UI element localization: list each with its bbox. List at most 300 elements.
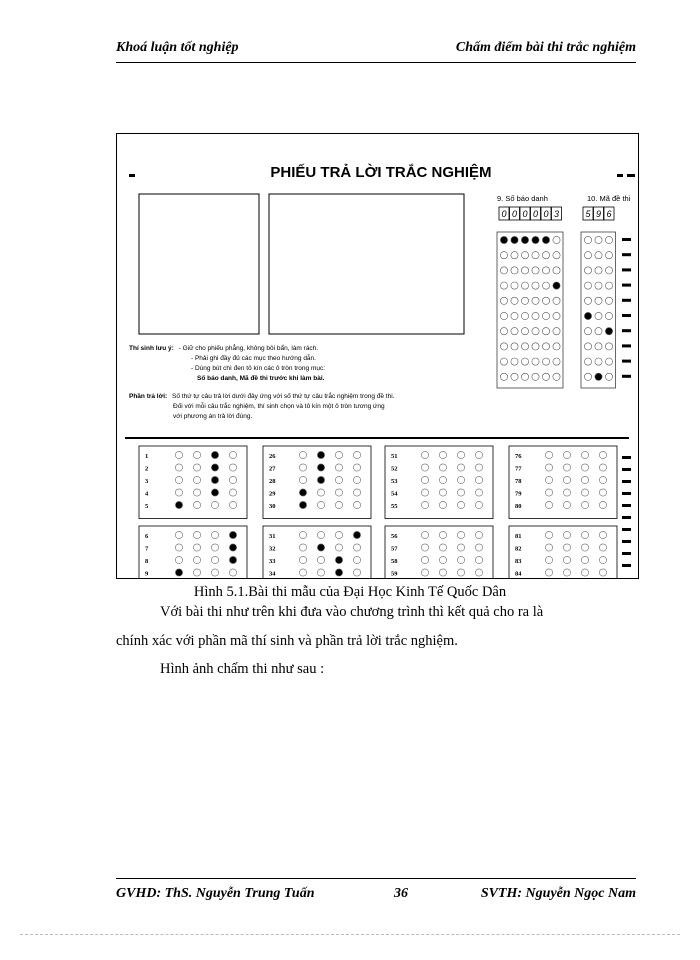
question-number: 5 bbox=[145, 503, 149, 510]
answer-bubble bbox=[229, 476, 236, 483]
bubble bbox=[605, 358, 612, 365]
answer-bubble bbox=[299, 569, 306, 576]
bubble bbox=[595, 236, 602, 243]
answer-bubble bbox=[457, 531, 464, 538]
timing-mark bbox=[622, 299, 631, 302]
sbd-bubble-grid bbox=[497, 232, 563, 388]
note-label: Thí sinh lưu ý: bbox=[129, 345, 174, 352]
answer-bubble bbox=[545, 501, 552, 508]
answer-bubble bbox=[545, 556, 552, 563]
header-right: Chấm điểm bài thi trắc nghiệm bbox=[455, 40, 636, 55]
bubble bbox=[521, 297, 528, 304]
answer-bubble bbox=[439, 451, 446, 458]
answer-bubble bbox=[193, 489, 200, 496]
question-number: 52 bbox=[391, 465, 398, 473]
bubble bbox=[511, 358, 518, 365]
made-label: 10. Mã đề thi bbox=[587, 194, 631, 203]
answer-bubble bbox=[317, 569, 324, 576]
made-bubble-grid bbox=[581, 232, 616, 388]
bubble bbox=[605, 236, 612, 243]
note-line-4: Số báo danh, Mã đề thi trước khi làm bài. bbox=[197, 375, 325, 382]
bubble bbox=[584, 267, 591, 274]
answer-bubble bbox=[599, 544, 606, 551]
bubble bbox=[584, 252, 591, 259]
answer-bubble bbox=[475, 556, 482, 563]
bubble bbox=[542, 297, 549, 304]
bubble bbox=[500, 236, 507, 243]
answer-bubble bbox=[457, 544, 464, 551]
answer-bubble bbox=[599, 569, 606, 576]
sbd-label: 9. Số báo danh bbox=[497, 194, 548, 203]
answer-line-3: với phương án trả lời đúng. bbox=[173, 413, 253, 420]
answer-bubble bbox=[599, 476, 606, 483]
answer-bubble bbox=[229, 464, 236, 471]
answer-bubble bbox=[439, 544, 446, 551]
answer-bubble bbox=[335, 501, 342, 508]
bubble bbox=[584, 373, 591, 380]
answer-bubble bbox=[193, 544, 200, 551]
bubble bbox=[595, 373, 602, 380]
question-number: 33 bbox=[269, 558, 276, 565]
bubble bbox=[553, 373, 560, 380]
footer-right: SVTH: Nguyễn Ngọc Nam bbox=[480, 886, 636, 901]
question-number: 78 bbox=[515, 478, 522, 485]
answer-sheet-svg bbox=[117, 134, 638, 578]
bubble bbox=[553, 312, 560, 319]
header-rule bbox=[116, 62, 636, 63]
answer-bubble bbox=[335, 464, 342, 471]
bubble bbox=[542, 328, 549, 335]
bubble bbox=[605, 267, 612, 274]
bubble bbox=[511, 282, 518, 289]
bubble bbox=[500, 252, 507, 259]
answer-bubble bbox=[475, 569, 482, 576]
answer-bubble bbox=[421, 531, 428, 538]
answer-bubble bbox=[475, 451, 482, 458]
answer-bubble bbox=[457, 569, 464, 576]
question-number: 3 bbox=[145, 478, 149, 485]
answer-bubble bbox=[581, 556, 588, 563]
answer-bubble bbox=[193, 476, 200, 483]
question-number: 32 bbox=[269, 545, 276, 553]
answer-bubble bbox=[581, 544, 588, 551]
answer-bubble bbox=[229, 501, 236, 508]
answer-bubble bbox=[353, 501, 360, 508]
answer-sheet-image bbox=[116, 133, 639, 579]
digit-value: 0 bbox=[511, 209, 518, 219]
bubble bbox=[553, 328, 560, 335]
answer-bubble bbox=[599, 531, 606, 538]
bubble bbox=[595, 252, 602, 259]
answer-bubble bbox=[335, 489, 342, 496]
answer-bubble bbox=[353, 544, 360, 551]
answer-bubble bbox=[353, 556, 360, 563]
question-number: 59 bbox=[391, 570, 398, 578]
sbd-digit-boxes bbox=[499, 207, 562, 220]
bubble bbox=[553, 236, 560, 243]
question-number: 55 bbox=[391, 503, 398, 510]
timing-mark bbox=[622, 253, 631, 256]
timing-mark bbox=[622, 492, 631, 495]
bubble bbox=[584, 328, 591, 335]
question-number: 54 bbox=[391, 490, 398, 498]
bubble bbox=[553, 358, 560, 365]
question-number: 6 bbox=[145, 533, 149, 540]
bubble bbox=[553, 297, 560, 304]
bubble bbox=[521, 328, 528, 335]
timing-mark bbox=[622, 238, 631, 241]
question-number: 29 bbox=[269, 490, 276, 498]
answer-bubble bbox=[193, 451, 200, 458]
digit-value: 0 bbox=[522, 209, 528, 219]
bubble bbox=[542, 373, 549, 380]
answer-bubble bbox=[439, 569, 446, 576]
answer-bubble bbox=[457, 556, 464, 563]
photo-box bbox=[139, 194, 259, 334]
answer-bubble bbox=[299, 464, 306, 471]
question-number: 51 bbox=[391, 453, 398, 460]
answer-bubble bbox=[299, 501, 306, 508]
bubble bbox=[595, 358, 602, 365]
bubble bbox=[605, 282, 612, 289]
bubble bbox=[605, 297, 612, 304]
answer-bubble bbox=[599, 451, 606, 458]
answer-bubble bbox=[211, 544, 218, 551]
timing-mark bbox=[622, 456, 631, 459]
timing-mark bbox=[622, 528, 631, 531]
answer-bubble bbox=[457, 489, 464, 496]
answer-bubble bbox=[229, 544, 236, 551]
answer-bubble bbox=[229, 556, 236, 563]
bubble bbox=[595, 343, 602, 350]
answer-bubble bbox=[211, 464, 218, 471]
answer-bubble bbox=[317, 489, 324, 496]
bubble bbox=[532, 267, 539, 274]
answer-bubble bbox=[457, 476, 464, 483]
bubble bbox=[521, 236, 528, 243]
answer-bubble bbox=[317, 501, 324, 508]
bubble bbox=[584, 236, 591, 243]
question-number: 2 bbox=[145, 465, 149, 473]
answer-bubble bbox=[175, 531, 182, 538]
answer-bubble bbox=[175, 569, 182, 576]
question-number: 83 bbox=[515, 558, 522, 565]
answer-bubble bbox=[599, 501, 606, 508]
bubble bbox=[511, 373, 518, 380]
bubble bbox=[511, 328, 518, 335]
footer-left: GVHD: ThS. Nguyễn Trung Tuấn bbox=[116, 886, 315, 901]
answer-bubble bbox=[581, 569, 588, 576]
timing-mark bbox=[622, 284, 631, 287]
bubble bbox=[511, 236, 518, 243]
answer-bubble bbox=[545, 476, 552, 483]
question-number: 76 bbox=[515, 453, 522, 460]
answer-bubble bbox=[545, 464, 552, 471]
answer-label: Phần trả lời: bbox=[129, 393, 168, 400]
answer-bubble bbox=[475, 544, 482, 551]
question-number: 77 bbox=[515, 465, 522, 473]
note-line-2: - Phải ghi đầy đủ các mục theo hướng dẫn. bbox=[191, 355, 316, 362]
answer-bubble bbox=[545, 569, 552, 576]
answer-bubble bbox=[581, 501, 588, 508]
bubble bbox=[521, 267, 528, 274]
answer-bubble bbox=[563, 464, 570, 471]
question-number: 34 bbox=[269, 570, 276, 578]
timing-mark bbox=[622, 468, 631, 471]
answer-bubble bbox=[299, 476, 306, 483]
answer-bubble bbox=[175, 464, 182, 471]
answer-bubble bbox=[353, 569, 360, 576]
answer-bubble bbox=[475, 464, 482, 471]
bubble bbox=[511, 343, 518, 350]
answer-bubble bbox=[175, 451, 182, 458]
answer-bubble bbox=[299, 489, 306, 496]
answer-bubble bbox=[563, 489, 570, 496]
sheet-title: PHIẾU TRẢ LỜI TRẮC NGHIỆM bbox=[270, 164, 492, 181]
bubble bbox=[532, 236, 539, 243]
header-left: Khoá luận tốt nghiệp bbox=[116, 40, 239, 55]
question-number: 31 bbox=[269, 533, 276, 540]
answer-bubble bbox=[175, 556, 182, 563]
answer-bubble bbox=[193, 531, 200, 538]
answer-bubble bbox=[353, 451, 360, 458]
bubble bbox=[521, 312, 528, 319]
answer-bubble bbox=[439, 489, 446, 496]
bubble bbox=[595, 267, 602, 274]
answer-bubble bbox=[599, 556, 606, 563]
body-paragraph-1: Với bài thi như trên khi đưa vào chương trình thì kết quả cho ra là bbox=[160, 604, 544, 620]
question-number: 30 bbox=[269, 503, 276, 510]
bubble bbox=[553, 252, 560, 259]
answer-bubble bbox=[317, 464, 324, 471]
bubble bbox=[521, 358, 528, 365]
answer-bubble bbox=[581, 451, 588, 458]
answer-bubble bbox=[229, 451, 236, 458]
digit-value: 6 bbox=[606, 209, 612, 219]
body-paragraph-2: chính xác với phần mã thí sinh và phần trả lời trắc nghiệm. bbox=[116, 633, 458, 649]
bubble bbox=[595, 297, 602, 304]
answer-bubble bbox=[457, 501, 464, 508]
answer-bubble bbox=[545, 451, 552, 458]
question-number: 53 bbox=[391, 478, 398, 485]
answer-bubble bbox=[581, 489, 588, 496]
question-number: 1 bbox=[145, 453, 149, 460]
question-number: 7 bbox=[145, 545, 149, 553]
answer-bubble bbox=[317, 476, 324, 483]
answer-bubble bbox=[353, 489, 360, 496]
answer-line-2: Đối với mỗi câu trắc nghiệm, thí sinh chọn và tô kín một ô tròn tương ứng bbox=[173, 403, 385, 410]
answer-bubble bbox=[211, 531, 218, 538]
bubble bbox=[542, 312, 549, 319]
answer-bubble bbox=[211, 501, 218, 508]
answer-bubble bbox=[193, 464, 200, 471]
bubble bbox=[605, 312, 612, 319]
answer-bubble bbox=[175, 489, 182, 496]
answer-bubble bbox=[439, 531, 446, 538]
timing-mark bbox=[622, 480, 631, 483]
timing-marks bbox=[622, 238, 631, 567]
answer-bubble bbox=[317, 556, 324, 563]
bubble bbox=[553, 343, 560, 350]
answer-bubble bbox=[581, 476, 588, 483]
made-digit-boxes bbox=[583, 207, 614, 220]
signature-box bbox=[269, 194, 464, 334]
answer-bubble bbox=[317, 451, 324, 458]
question-number: 56 bbox=[391, 533, 398, 540]
footer-rule bbox=[116, 878, 636, 879]
bubble bbox=[605, 343, 612, 350]
bubble bbox=[584, 358, 591, 365]
note-line-1: - Giữ cho phiếu phẳng, không bôi bẩn, làm rách. bbox=[178, 345, 319, 352]
question-number: 4 bbox=[145, 490, 149, 498]
bubble bbox=[532, 343, 539, 350]
answer-bubble bbox=[299, 531, 306, 538]
answer-bubble bbox=[175, 501, 182, 508]
bubble bbox=[532, 252, 539, 259]
answer-bubble bbox=[211, 476, 218, 483]
timing-mark bbox=[622, 268, 631, 271]
bubble bbox=[542, 236, 549, 243]
timing-mark bbox=[622, 504, 631, 507]
bubble bbox=[584, 312, 591, 319]
answer-bubble bbox=[335, 451, 342, 458]
answer-bubble bbox=[581, 464, 588, 471]
answer-line-1: Số thứ tự câu trả lời dưới đây ứng với số thứ tự câu trắc nghiệm trong đề thi. bbox=[172, 393, 395, 400]
answer-bubble bbox=[229, 569, 236, 576]
bubble bbox=[605, 328, 612, 335]
bubble bbox=[521, 252, 528, 259]
answer-bubble bbox=[545, 489, 552, 496]
answer-bubble bbox=[299, 451, 306, 458]
question-number: 79 bbox=[515, 490, 522, 498]
answer-bubble bbox=[563, 501, 570, 508]
answer-bubble bbox=[229, 531, 236, 538]
timing-mark bbox=[622, 540, 631, 543]
bubble bbox=[500, 358, 507, 365]
bubble bbox=[542, 252, 549, 259]
digit-value: 0 bbox=[501, 209, 507, 219]
answer-bubble bbox=[563, 544, 570, 551]
bubble bbox=[521, 282, 528, 289]
question-number: 81 bbox=[515, 533, 522, 540]
timing-mark bbox=[622, 329, 631, 332]
svg-text:Thí sinh lưu ý: - Giữ ch bbox=[129, 343, 318, 352]
bubble bbox=[532, 373, 539, 380]
answer-bubble bbox=[421, 464, 428, 471]
digit-value: 3 bbox=[553, 209, 560, 219]
answer-bubble bbox=[193, 569, 200, 576]
answer-bubble bbox=[335, 556, 342, 563]
answer-bubble bbox=[421, 569, 428, 576]
bubble bbox=[532, 328, 539, 335]
svg-text:Phần trả lời: Số thứ tự bbox=[129, 391, 395, 400]
answer-bubble bbox=[421, 556, 428, 563]
body-paragraph-3: Hình ảnh chấm thi như sau : bbox=[160, 661, 325, 677]
page-header bbox=[116, 40, 636, 62]
digit-value: 9 bbox=[595, 209, 602, 219]
bubble bbox=[605, 373, 612, 380]
answer-bubble bbox=[475, 476, 482, 483]
question-number: 26 bbox=[269, 453, 276, 460]
timing-mark bbox=[622, 516, 631, 519]
bubble bbox=[500, 328, 507, 335]
figure-caption: Hình 5.1.Bài thi mẫu của Đại Học Kinh Tế Quốc Dân bbox=[193, 584, 507, 600]
bubble bbox=[595, 328, 602, 335]
answer-bubble bbox=[563, 531, 570, 538]
timing-mark bbox=[622, 552, 631, 555]
bubble bbox=[532, 297, 539, 304]
bubble bbox=[521, 343, 528, 350]
answer-bubble bbox=[545, 544, 552, 551]
answer-bubble bbox=[211, 569, 218, 576]
bubble bbox=[500, 297, 507, 304]
answer-bubble bbox=[563, 476, 570, 483]
bubble bbox=[584, 343, 591, 350]
answer-bubble bbox=[563, 569, 570, 576]
bubble bbox=[542, 343, 549, 350]
answer-bubble bbox=[439, 501, 446, 508]
corner-marker bbox=[627, 174, 635, 177]
timing-mark bbox=[622, 564, 631, 567]
bubble bbox=[500, 267, 507, 274]
question-number: 84 bbox=[515, 570, 522, 578]
answer-bubble bbox=[353, 531, 360, 538]
timing-mark bbox=[622, 360, 631, 363]
question-number: 8 bbox=[145, 558, 149, 565]
page-edge bbox=[20, 934, 680, 935]
timing-mark bbox=[622, 344, 631, 347]
answer-bubble bbox=[317, 531, 324, 538]
bubble bbox=[511, 267, 518, 274]
answer-bubble bbox=[421, 489, 428, 496]
timing-mark bbox=[622, 314, 631, 317]
bubble bbox=[584, 297, 591, 304]
note-line-3: - Dùng bút chì đen tô kín các ô tròn trong mục: bbox=[191, 365, 326, 372]
answer-bubble bbox=[299, 544, 306, 551]
bubble bbox=[553, 267, 560, 274]
answer-bubble bbox=[193, 556, 200, 563]
answer-bubble bbox=[475, 489, 482, 496]
bubble bbox=[595, 312, 602, 319]
question-number: 28 bbox=[269, 478, 276, 485]
answer-bubble bbox=[439, 556, 446, 563]
answer-bubble bbox=[563, 451, 570, 458]
corner-marker bbox=[617, 174, 623, 177]
page-number: 36 bbox=[394, 886, 408, 901]
bubble bbox=[500, 373, 507, 380]
timing-mark bbox=[622, 375, 631, 378]
question-number: 80 bbox=[515, 503, 522, 510]
digit-value: 5 bbox=[585, 209, 591, 219]
answer-bubble bbox=[317, 544, 324, 551]
answer-bubble bbox=[475, 501, 482, 508]
bubble bbox=[584, 282, 591, 289]
bubble bbox=[553, 282, 560, 289]
answer-bubble bbox=[545, 531, 552, 538]
bubble bbox=[542, 282, 549, 289]
answer-bubble bbox=[353, 464, 360, 471]
digit-value: 0 bbox=[543, 209, 549, 219]
answer-bubble bbox=[175, 544, 182, 551]
bubble bbox=[511, 297, 518, 304]
question-number: 82 bbox=[515, 545, 522, 553]
bubble bbox=[511, 312, 518, 319]
corner-marker bbox=[129, 174, 135, 177]
answer-bubble bbox=[439, 476, 446, 483]
bubble bbox=[542, 267, 549, 274]
answer-bubble bbox=[421, 451, 428, 458]
bubble bbox=[511, 252, 518, 259]
